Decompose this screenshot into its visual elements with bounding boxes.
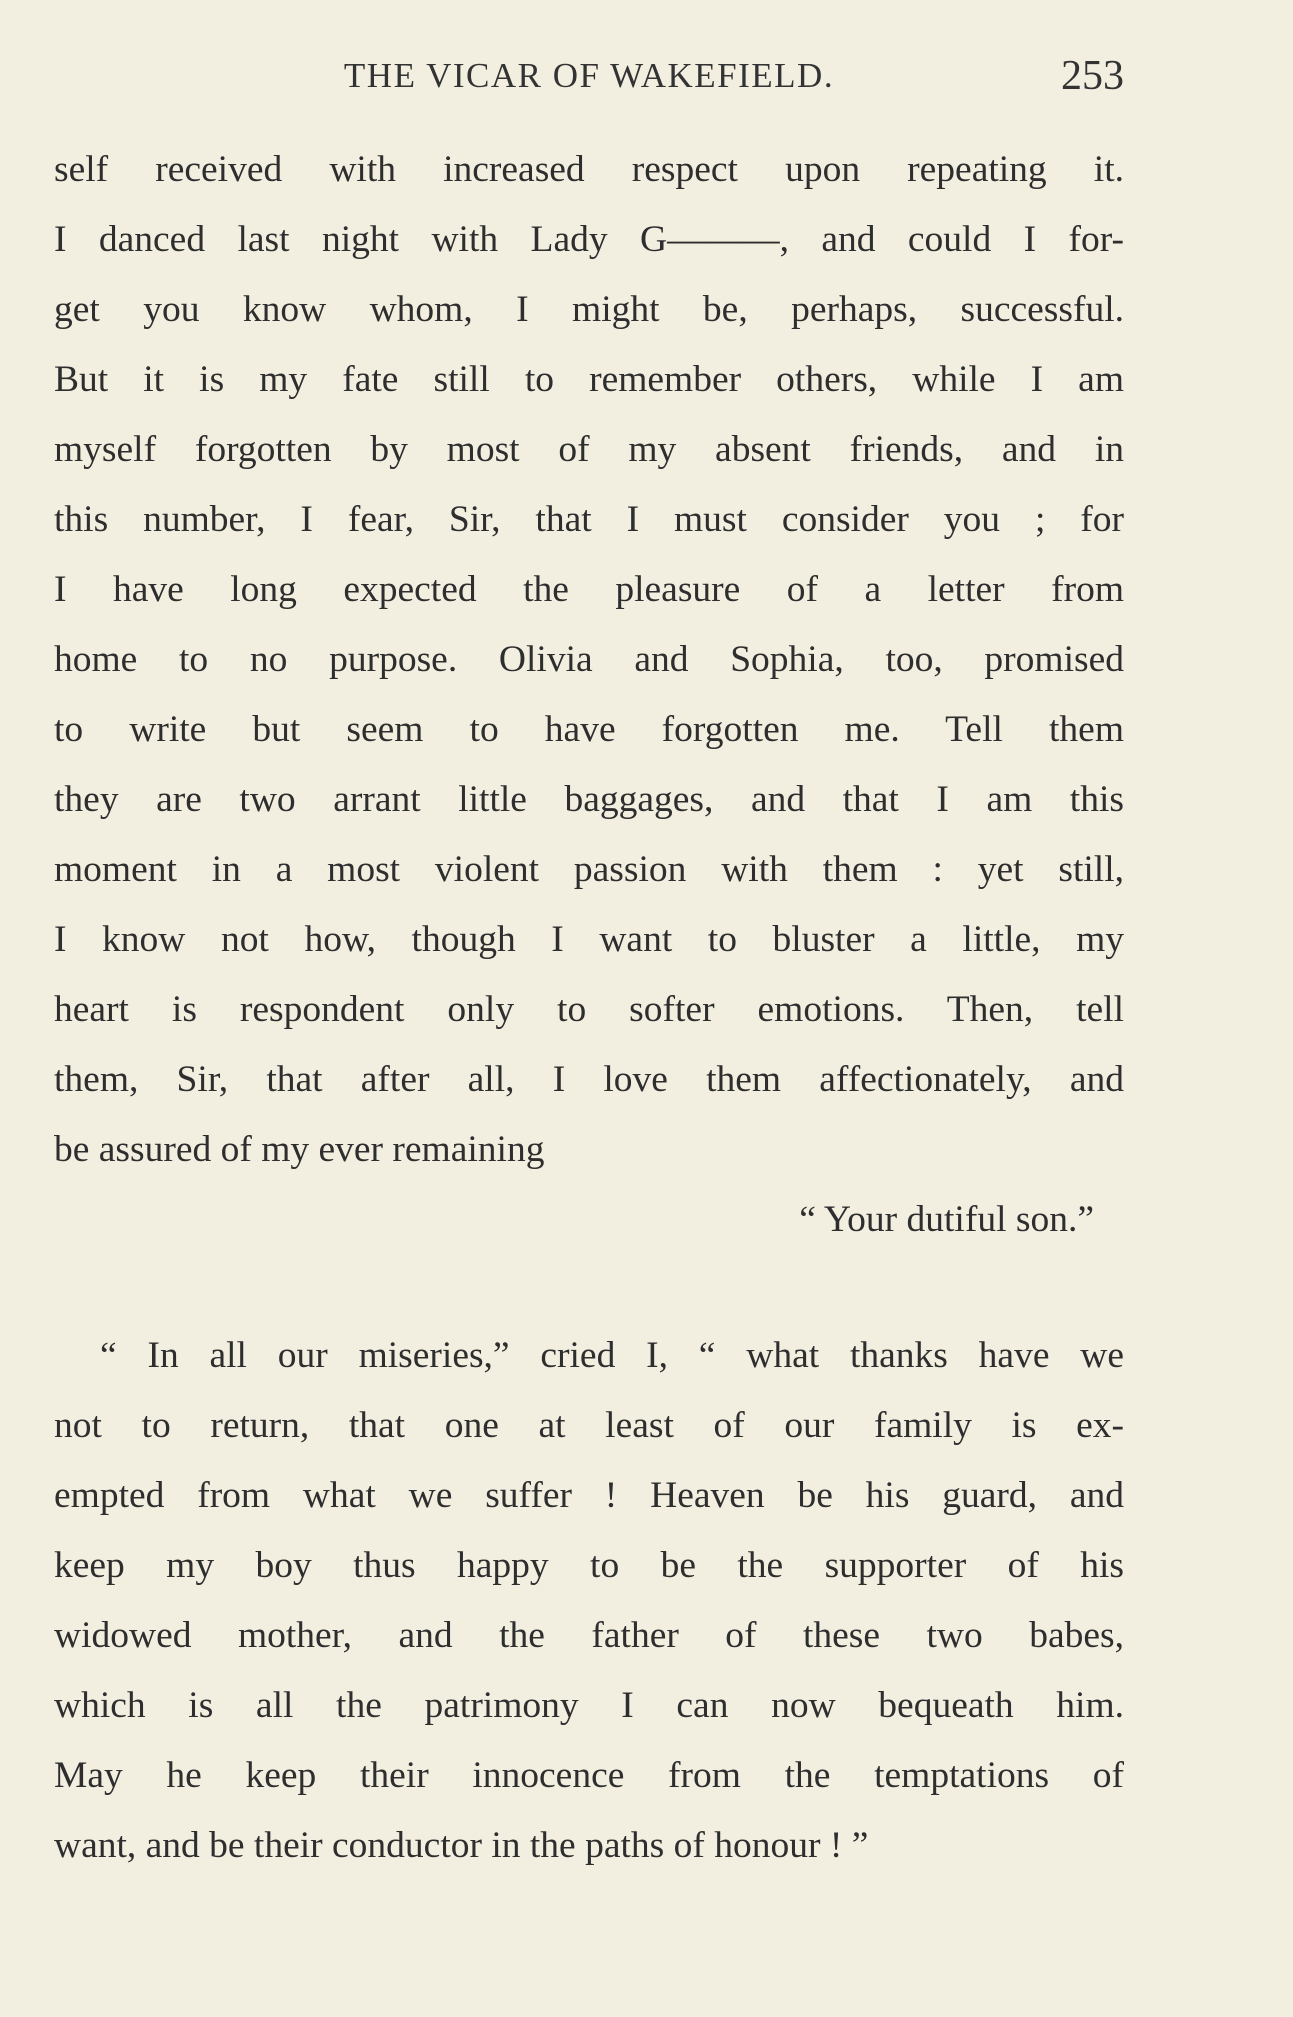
text-line: they are two arrant little baggages, and that I am this xyxy=(54,779,1124,820)
text-line: widowed mother, and the father of these two babes, xyxy=(54,1615,1124,1656)
text-line: I know not how, though I want to bluster a little, my xyxy=(54,919,1124,960)
running-title: THE VICAR OF WAKEFIELD. xyxy=(343,56,835,95)
text-line: keep my boy thus happy to be the supporter of his xyxy=(54,1545,1124,1586)
text-line: get you know whom, I might be, perhaps, successful. xyxy=(54,289,1124,330)
running-head xyxy=(54,48,1124,108)
text-line: empted from what we suffer ! Heaven be his guard, and xyxy=(54,1475,1124,1516)
text-line: I danced last night with Lady G———, and could I for- xyxy=(54,219,1124,260)
text-line: “ In all our miseries,” cried I, “ what thanks have we xyxy=(100,1335,1124,1376)
text-line: heart is respondent only to softer emotions. Then, tell xyxy=(54,989,1124,1030)
text-line: myself forgotten by most of my absent friends, and in xyxy=(54,429,1124,470)
text-line: to write but seem to have forgotten me. Tell them xyxy=(54,709,1124,750)
text-line: But it is my fate still to remember others, while I am xyxy=(54,359,1124,400)
text-line: May he keep their innocence from the temptations of xyxy=(54,1755,1124,1796)
text-line: them, Sir, that after all, I love them affectionately, and xyxy=(54,1059,1124,1100)
text-line: want, and be their conductor in the paths of honour ! ” xyxy=(54,1825,869,1866)
text-line: be assured of my ever remaining xyxy=(54,1129,545,1170)
text-line: self received with increased respect upon repeating it. xyxy=(54,149,1124,190)
letter-signature: “ Your dutiful son.” xyxy=(799,1199,1094,1240)
text-line: this number, I fear, Sir, that I must consider you ; for xyxy=(54,499,1124,540)
text-line: not to return, that one at least of our family is ex- xyxy=(54,1405,1124,1446)
text-line: moment in a most violent passion with them : yet still, xyxy=(54,849,1124,890)
page-number: 253 xyxy=(1061,53,1124,99)
text-line: I have long expected the pleasure of a letter from xyxy=(54,569,1124,610)
text-line: which is all the patrimony I can now bequeath him. xyxy=(54,1685,1124,1726)
text-line: home to no purpose. Olivia and Sophia, too, promised xyxy=(54,639,1124,680)
